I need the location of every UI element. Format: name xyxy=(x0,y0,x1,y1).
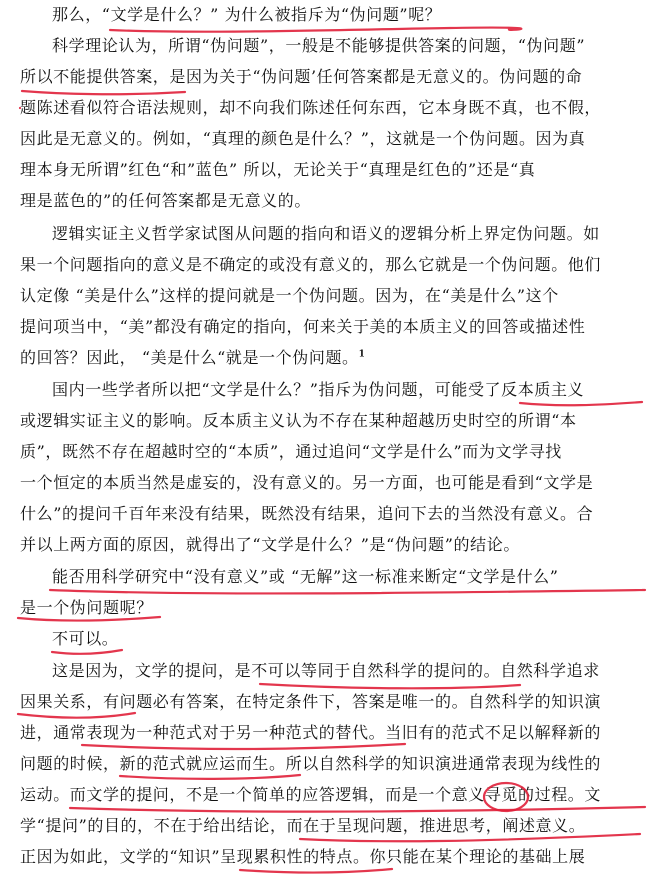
text-line: 进，通常表现为一种范式对于另一种范式的替代。当旧有的范式不足以解释新的 xyxy=(20,723,602,742)
text-line: 理本身无所谓”红色“和”蓝色” 所以，无论关于“真理是红色的”还是“真 xyxy=(20,160,536,179)
footnote-marker: 1 xyxy=(358,349,366,360)
text-line: 提问项当中，“美”都没有确定的指向，何来关于美的本质主义的回答或描述性 xyxy=(20,317,586,336)
text-line: 运动。而文学的提问，不是一个简单的应答逻辑，而是一个意义寻觅的过程。文 xyxy=(20,785,602,804)
text-line: 那么，“文学是什么？” 为什么被指斥为“伪问题”呢？ xyxy=(52,5,442,24)
text-line: 不可以。 xyxy=(52,629,119,648)
text-line xyxy=(20,343,650,373)
text-line: 学“提问”的目的，不在于给出结论，而在于呈现问题，推进思考，阐述意义。 xyxy=(20,816,586,835)
text-line: 质”，既然不存在超越时空的“本质”，通过追问“文学是什么”而为文学寻找 xyxy=(20,442,562,461)
text-line: 果一个问题指向的意义是不确定的或没有意义的，那么它就是一个伪问题。他们 xyxy=(20,255,602,274)
text-line: 国内一些学者所以把“文学是什么？”指斥为伪问题，可能受了反本质主义 xyxy=(52,380,585,399)
text-line: 问题的时候，新的范式就应运而生。所以自然科学的知识演进通常表现为线性的 xyxy=(20,754,602,773)
text-line: 并以上两方面的原因，就得出了“文学是什么？”是“伪问题”的结论。 xyxy=(20,535,520,554)
text-line: 是一个伪问题呢？ xyxy=(20,598,153,617)
text-line: 因此是无意义的。例如，“真理的颜色是什么？”，这就是一个伪问题。因为真 xyxy=(20,129,586,148)
text-line: 这是因为，文学的提问，是不可以等同于自然科学的提问的。自然科学追求 xyxy=(52,661,600,680)
text-line: 科学理论认为，所谓“伪问题”，一般是不能够提供答案的问题，“伪问题” xyxy=(52,36,586,55)
text-line: 认定像 “美是什么”这样的提问就是一个伪问题。因为，在“美是什么”这个 xyxy=(20,286,559,305)
text-line: 或逻辑实证主义的影响。反本质主义认为不存在某种超越历史时空的所谓“本 xyxy=(20,411,577,430)
text-line: 理是蓝色的”的任何答案都是无意义的。 xyxy=(20,191,311,210)
text-line: 所以不能提供答案，是因为关于“伪问题’任何答案都是无意义的。伪问题的命 xyxy=(20,67,583,86)
text-line: 一个恒定的本质当然是虚妄的，没有意义的。另一方面，也可能是看到“文学是 xyxy=(20,473,594,492)
text-line: 正因为如此，文学的“知识”呈现累积性的特点。你只能在某个理论的基础上展 xyxy=(20,847,586,866)
text-line-body: 的回答？因此， “美是什么“就是一个伪问题。 xyxy=(20,348,359,367)
text-line: 题陈述看似符合语法规则，却不向我们陈述任何东西，它本身既不真，也不假， xyxy=(20,98,602,117)
text-line: 能否用科学研究中“没有意义”或 “无解”这一标准来断定“文学是什么” xyxy=(52,567,559,586)
text-line: 逻辑实证主义哲学家试图从问题的指向和语义的逻辑分析上界定伪问题。如 xyxy=(52,224,600,243)
text-line: 因果关系，有问题必有答案，在特定条件下，答案是唯一的。自然科学的知识演 xyxy=(20,692,602,711)
text-line: 什么”的提问千百年来没有结果，既然没有结果，追问下去的当然没有意义。合 xyxy=(20,504,594,523)
